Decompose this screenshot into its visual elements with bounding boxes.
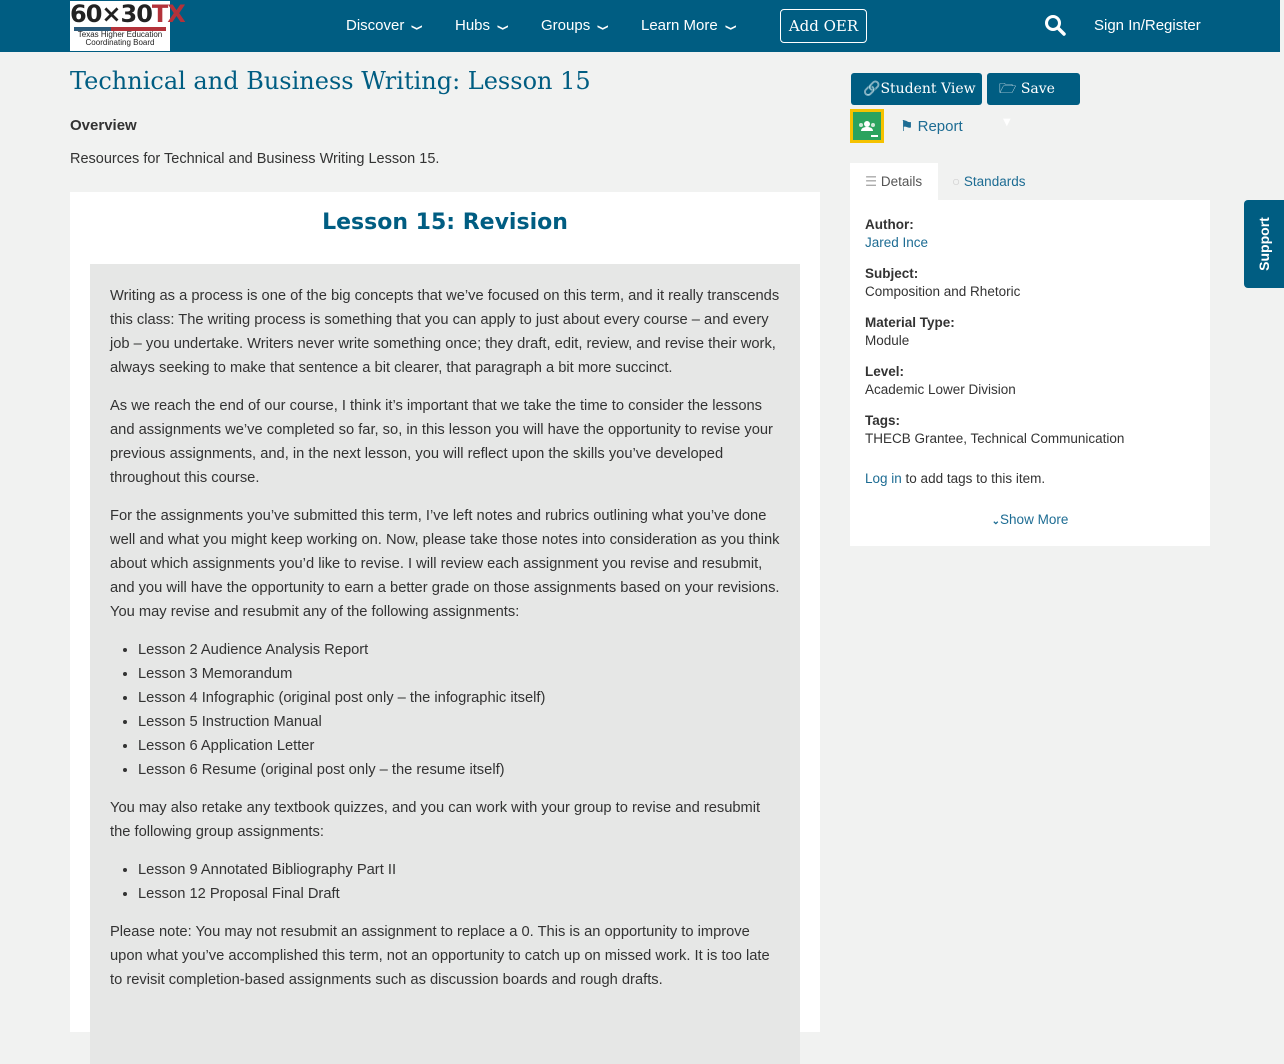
field-value: THECB Grantee, Technical Communication bbox=[865, 431, 1125, 446]
login-to-tag bbox=[865, 470, 1045, 488]
nav-label: Discover bbox=[346, 17, 405, 34]
list-item: • Lesson 9 Annotated Bibliography Part II bbox=[138, 858, 780, 882]
list-item: • Lesson 5 Instruction Manual bbox=[138, 710, 780, 734]
report-link[interactable] bbox=[900, 117, 963, 135]
search-icon[interactable] bbox=[1044, 14, 1066, 36]
list-item: • Lesson 3 Memorandum bbox=[138, 662, 780, 686]
logo-line1: Texas Higher Education bbox=[77, 30, 163, 39]
classroom-icon bbox=[853, 112, 881, 140]
chevron-down-icon: ❯ bbox=[497, 24, 510, 31]
chevron-down-icon: ❯ bbox=[725, 24, 737, 31]
lesson-body bbox=[90, 264, 800, 1064]
paragraph: As we reach the end of our course, I think it’s important that we take the time to consider the lessons and assignments we’ve completed so far, so, in this lesson you will have the opportunity to revise your previous assignments, and, in the next lesson, you will reflect upon the skills you’ve developed throughout this course. bbox=[110, 398, 773, 486]
nav-discover[interactable] bbox=[346, 17, 424, 34]
chevron-down-icon: ⌄ bbox=[991, 516, 1001, 527]
list-item: • Lesson 12 Proposal Final Draft bbox=[138, 882, 780, 906]
page-title: Technical and Business Writing: Lesson 15 bbox=[70, 67, 591, 95]
top-nav-bar bbox=[0, 0, 1280, 52]
field-label: Level: bbox=[865, 364, 905, 379]
list-item: • Lesson 6 Resume (original post only – the resume itself) bbox=[138, 758, 780, 782]
nav-hubs[interactable] bbox=[455, 17, 510, 34]
list-icon: ☰ bbox=[865, 174, 878, 189]
circle-icon: ○ bbox=[952, 174, 961, 189]
thecb-logo[interactable] bbox=[70, 0, 185, 51]
save-button[interactable] bbox=[987, 73, 1080, 128]
caret-down-icon: ▼ bbox=[1003, 117, 1011, 128]
button-label: Save bbox=[1020, 81, 1055, 97]
field-label: Subject: bbox=[865, 266, 919, 281]
field-value: Composition and Rhetoric bbox=[865, 284, 1021, 299]
logo-line2: Coordinating Board bbox=[85, 38, 155, 47]
google-classroom-button[interactable] bbox=[850, 109, 884, 143]
lesson-heading: Lesson 15: Revision bbox=[322, 210, 568, 235]
list-item: • Lesson 4 Infographic (original post only – the infographic itself) bbox=[138, 686, 780, 710]
button-label: Student View bbox=[880, 81, 976, 97]
logo-text: 60×30 bbox=[70, 0, 152, 28]
author-link[interactable]: Jared Ince bbox=[865, 235, 929, 250]
details-panel bbox=[850, 200, 1210, 546]
chevron-down-icon: ❯ bbox=[597, 24, 610, 31]
field-value: Module bbox=[865, 333, 910, 348]
folder-open-icon: 🗁 bbox=[999, 81, 1017, 97]
paragraph: Please note: You may not resubmit an assignment to replace a 0. This is an opportunity to improve upon what you’ve accomplished this term, not an opportunity to catch up on missed work. It is too late to revisit completion-based assignments such as discussion boards and rough drafts. bbox=[110, 924, 770, 988]
login-text: to add tags to this item. bbox=[901, 471, 1046, 486]
tab-details[interactable] bbox=[850, 163, 938, 200]
paragraph: Writing as a process is one of the big concepts that we’ve focused on this term, and it really transcends this class: The writing process is something that you can apply to just about every course – and every job – you undertake. Writers never write something once; they draft, edit, review, and revise their work, always seeking to make that sentence a bit clearer, that paragraph a bit more succinct. bbox=[110, 288, 780, 376]
field-value: Academic Lower Division bbox=[865, 382, 1016, 397]
show-more-button[interactable] bbox=[850, 512, 1210, 527]
field-material-type bbox=[865, 314, 955, 350]
tab-label: Standards bbox=[963, 174, 1026, 189]
login-link[interactable]: Log in bbox=[865, 471, 902, 486]
link-icon: 🔗 bbox=[863, 81, 881, 97]
field-subject bbox=[865, 265, 1020, 301]
field-tags bbox=[865, 412, 1124, 448]
sign-in-link[interactable]: Sign In/Register bbox=[1094, 17, 1201, 34]
nav-label: Hubs bbox=[455, 17, 491, 34]
list-item: • Lesson 6 Application Letter bbox=[138, 734, 780, 758]
tab-standards[interactable] bbox=[952, 163, 1025, 200]
support-tab[interactable] bbox=[1244, 200, 1284, 288]
nav-label: Groups bbox=[541, 17, 591, 34]
field-label: Tags: bbox=[865, 413, 901, 428]
list-item: • Lesson 2 Audience Analysis Report bbox=[138, 638, 780, 662]
lesson-content-card bbox=[70, 192, 820, 1032]
overview-text: Resources for Technical and Business Writing Lesson 15. bbox=[70, 151, 440, 167]
paragraph: You may also retake any textbook quizzes, and you can work with your group to revise and resubmit the following group assignments: bbox=[110, 800, 761, 840]
field-label: Material Type: bbox=[865, 315, 955, 330]
tab-label: Details bbox=[880, 174, 923, 189]
nav-learn-more[interactable] bbox=[641, 17, 737, 34]
field-author bbox=[865, 216, 928, 252]
group-assignment-list bbox=[138, 858, 780, 906]
field-label: Author: bbox=[865, 217, 914, 232]
report-label: Report bbox=[917, 118, 963, 135]
paragraph: For the assignments you’ve submitted this term, I’ve left notes and rubrics outlining what you’ve done well and what you might keep working on. Now, please take those notes into consideration as you think about which assignments you’d like to revise. I will review each assignment you revise and resubmit, and you will have the opportunity to earn a better grade on those assignments based on your revisions. You may revise and resubmit any of the following assignments: bbox=[110, 508, 780, 620]
support-label: Support bbox=[1256, 217, 1272, 271]
nav-label: Learn More bbox=[641, 17, 718, 34]
chevron-down-icon: ❯ bbox=[411, 24, 424, 31]
add-oer-button[interactable]: Add OER bbox=[780, 9, 867, 43]
flag-icon: ⚑ bbox=[900, 118, 914, 135]
logo-accent: TX bbox=[151, 0, 185, 28]
show-more-label: Show More bbox=[1000, 512, 1069, 527]
overview-heading: Overview bbox=[70, 117, 137, 134]
student-view-button[interactable] bbox=[851, 73, 982, 105]
nav-groups[interactable] bbox=[541, 17, 610, 34]
assignment-list bbox=[138, 638, 780, 782]
field-level bbox=[865, 363, 1016, 399]
